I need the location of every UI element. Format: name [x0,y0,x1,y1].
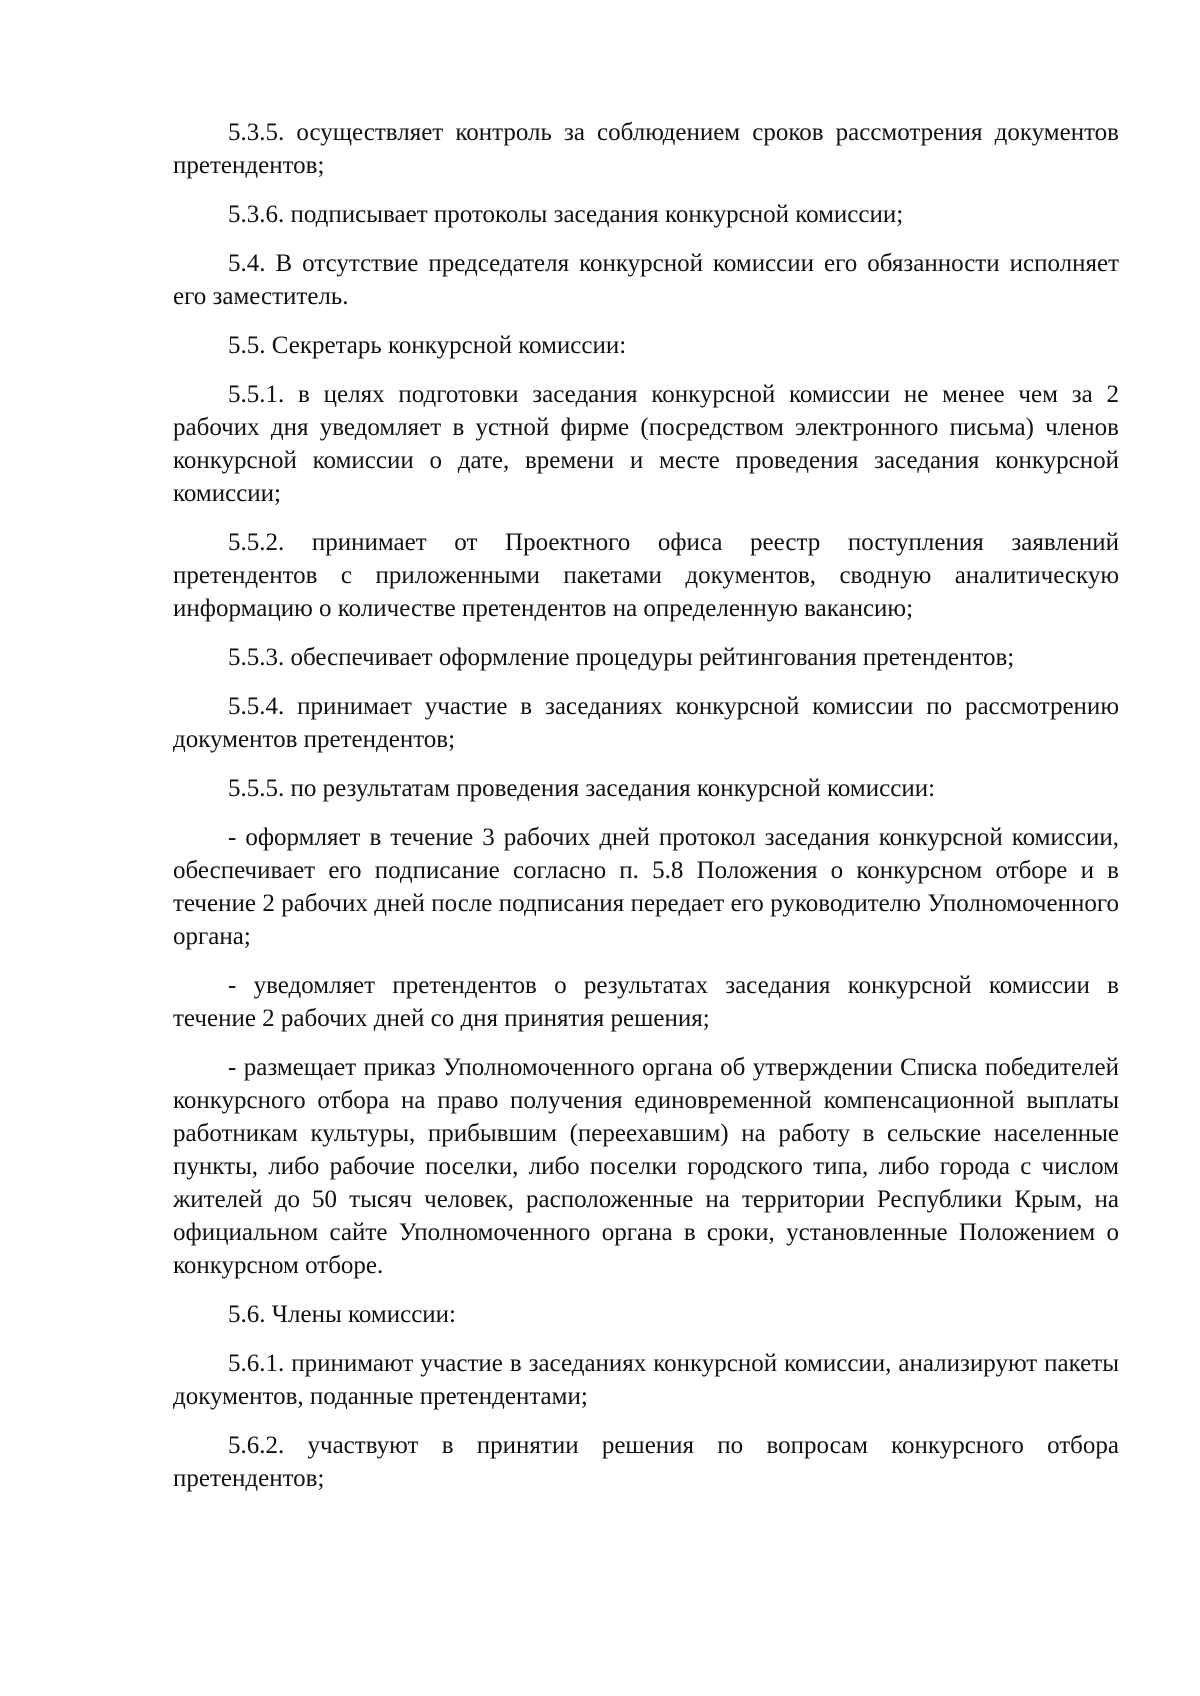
list-item-protocol: - оформляет в течение 3 рабочих дней протокол заседания конкурсной комиссии, обеспечивает его подписание согласно п. 5.8 Положения о конкурсном отборе и в течение 2 рабочих дней после подписания передает его руководителю Уполномоченного органа; [173,824,1119,950]
paragraph-5-5-5: 5.5.5. по результатам проведения заседания конкурсной комиссии: [228,775,936,802]
paragraph-5-5-3: 5.5.3. обеспечивает оформление процедуры рейтингования претендентов; [228,644,1015,671]
paragraph-5-3-6: 5.3.6. подписывает протоколы заседания конкурсной комиссии; [228,201,904,228]
paragraph-5-6: 5.6. Члены комиссии: [228,1301,456,1328]
paragraph-5-6-1: 5.6.1. принимают участие в заседаниях конкурсной комиссии, анализируют пакеты документов, поданные претендентами; [173,1350,1119,1410]
paragraph-5-5-4: 5.5.4. принимает участие в заседаниях конкурсной комиссии по рассмотрению документов претендентов; [173,693,1119,753]
paragraph-5-4: 5.4. В отсутствие председателя конкурсной комиссии его обязанности исполняет его заместитель. [173,250,1119,310]
paragraph-5-6-2: 5.6.2. участвуют в принятии решения по вопросам конкурсного отбора претендентов; [173,1432,1119,1492]
paragraph-5-5-1: 5.5.1. в целях подготовки заседания конкурсной комиссии не менее чем за 2 рабочих дня уведомляет в устной фирме (посредством электронного письма) членов конкурсной комиссии о дате, времени и месте проведения заседания конкурсной комиссии; [173,381,1119,507]
list-item-publish: - размещает приказ Уполномоченного органа об утверждении Списка победителей конкурсного отбора на право получения единовременной компенсационной выплаты работникам культуры, прибывшим (переехавшим) на работу в сельские населенные пункты, либо рабочие поселки, либо поселки городского типа, либо города с числом жителей до 50 тысяч человек, расположенные на территории Республики Крым, на официальном сайте Уполномоченного органа в сроки, установленные Положением о конкурсном отборе. [173,1054,1119,1279]
paragraph-5-5-2: 5.5.2. принимает от Проектного офиса реестр поступления заявлений претендентов с приложенными пакетами документов, сводную аналитическую информацию о количестве претендентов на определенную вакансию; [173,529,1119,622]
paragraph-5-5: 5.5. Секретарь конкурсной комиссии: [228,332,627,359]
document-body [173,116,1119,1511]
list-item-notify: - уведомляет претендентов о результатах заседания конкурсной комиссии в течение 2 рабочих дней со дня принятия решения; [173,972,1119,1032]
paragraph-5-3-5: 5.3.5. осуществляет контроль за соблюдением сроков рассмотрения документов претендентов; [173,119,1119,179]
